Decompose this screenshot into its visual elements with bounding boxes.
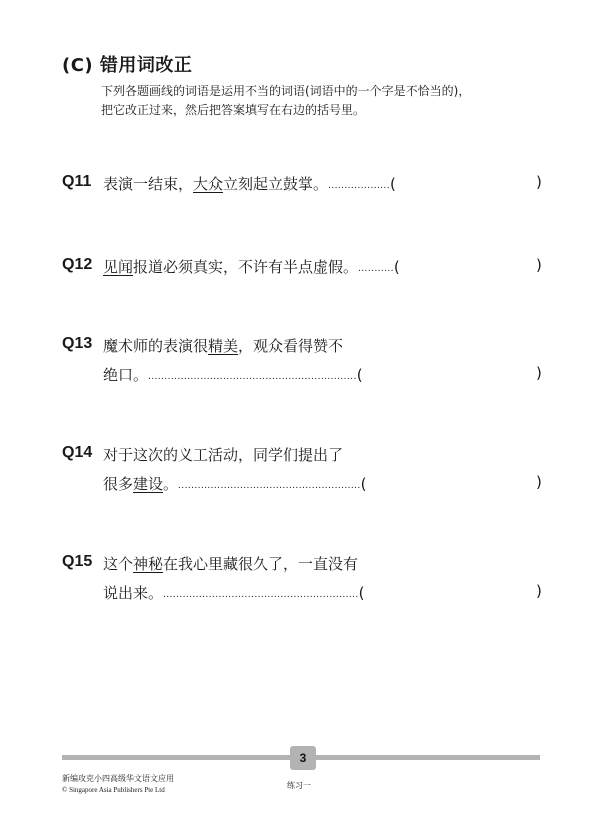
answer-dots: ................................................................ [148, 372, 357, 382]
exercise-label: 练习一 [287, 781, 311, 790]
question-text-line-2 [103, 582, 365, 603]
text-segment: 立刻起立鼓掌。 [223, 175, 329, 193]
instruction-line-2: 把它改正过来，然后把答案填写在右边的括号里。 [101, 103, 366, 117]
underlined-word: 见闻 [103, 258, 134, 276]
text-segment: 。 [163, 475, 179, 493]
answer-open-paren: ( [358, 584, 365, 602]
book-title: 新编攻克小四高级华文语文应用 [62, 774, 174, 783]
question-label: Q11 [62, 173, 92, 190]
question-label: Q14 [62, 444, 93, 461]
section-title: (C) 错用词改正 [62, 55, 193, 76]
answer-dots: ................... [328, 181, 391, 191]
answer-dots: ........... [358, 264, 394, 274]
copyright-notice: © Singapore Asia Publishers Pte Ltd [62, 786, 165, 794]
text-segment: ，观众看得赞不 [238, 337, 344, 355]
text-segment: 这个 [103, 555, 134, 573]
answer-open-paren: ( [393, 258, 400, 276]
question-text [103, 173, 396, 194]
question-text [103, 256, 400, 277]
answer-open-paren: ( [360, 475, 367, 493]
question-label: Q15 [62, 553, 93, 570]
question-text [103, 335, 343, 356]
text-segment: 绝口。 [103, 366, 149, 384]
answer-open-paren: ( [390, 175, 396, 193]
question-label: Q13 [62, 335, 93, 352]
text-segment: 很多 [103, 475, 134, 493]
answer-close-paren: ) [536, 364, 542, 382]
text-segment: 对于这次的义工活动，同学们提出了 [103, 446, 344, 464]
question-text-line-2 [103, 364, 363, 385]
text-segment: 在我心里藏很久了，一直没有 [163, 555, 359, 573]
text-segment: 报道必须真实，不许有半点虚假。 [133, 258, 359, 276]
question-text [103, 444, 343, 465]
question-label: Q12 [62, 256, 93, 273]
text-segment: 表演一结束， [103, 175, 194, 193]
underlined-word: 神秘 [133, 555, 164, 573]
answer-close-paren: ) [536, 582, 542, 600]
answer-close-paren: ) [536, 256, 542, 274]
text-segment: 说出来。 [103, 584, 164, 602]
answer-close-paren: ) [536, 473, 542, 491]
answer-open-paren: ( [356, 366, 363, 384]
text-segment: 魔术师的表演很 [103, 337, 209, 355]
question-text-line-2 [103, 473, 367, 494]
underlined-word: 精美 [208, 337, 239, 355]
question-text [103, 553, 358, 574]
page-number-badge: 3 [290, 746, 316, 770]
answer-dots: ............................................................ [163, 590, 359, 600]
underlined-word: 建设 [133, 475, 164, 493]
underlined-word: 大众 [193, 175, 224, 193]
answer-close-paren: ) [536, 173, 542, 191]
instruction-line-1: 下列各题画线的词语是运用不当的词语(词语中的一个字是不恰当的)， [101, 84, 471, 98]
answer-dots: ........................................................ [178, 481, 361, 491]
